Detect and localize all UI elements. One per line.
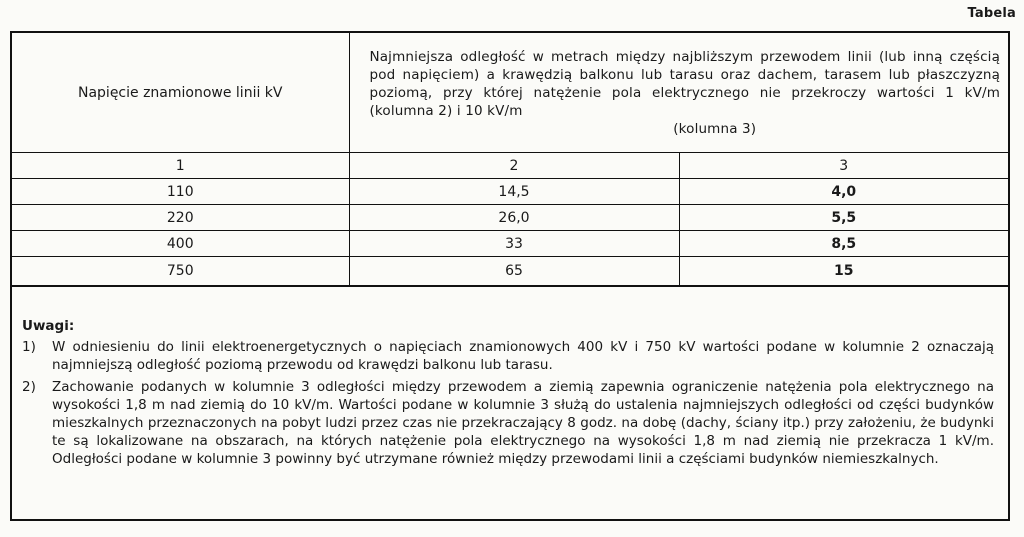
header-distance-text-end: (kolumna 3) — [673, 120, 757, 137]
voltage-cell: 750 — [12, 257, 349, 287]
note-number: 2) — [22, 379, 36, 395]
column-number-2: 2 — [349, 153, 679, 179]
column-number-3: 3 — [679, 153, 1008, 179]
notes-title: Uwagi: — [22, 318, 75, 334]
note-item — [22, 338, 994, 374]
header-voltage-text: Napięcie znamionowe linii kV — [77, 84, 283, 101]
header-voltage — [12, 33, 349, 153]
table-frame — [10, 31, 1010, 521]
note-item — [22, 378, 994, 468]
distance-10kv-cell: 15 — [679, 257, 1008, 287]
notes-section — [22, 317, 994, 472]
voltage-cell: 110 — [12, 179, 349, 205]
table-row — [12, 257, 1008, 287]
header-distance — [349, 33, 1008, 153]
voltage-cell: 400 — [12, 231, 349, 257]
note-text: Zachowanie podanych w kolumnie 3 odległości między przewodem a ziemią zapewnia ograniczenie natężenia pola elektrycznego na wysokości 1,8 m nad ziemią do 10 kV/m. Wartości podane w kolumnie 3 służą do ustalenia najmniejszych odległości od części budynków mieszkalnych przeznaczonych na pobyt ludzi przez czas nie przekraczający 8 godz. na dobę (dachy, ściany itp.) przy założeniu, że budynki te są lokalizowane na obszarach, na których natężenie pola elektrycznego na wysokości 1,8 m nad ziemią nie przekracza 1 kV/m. Odległości podane w kolumnie 3 powinny być utrzymane również między przewodami linii a częściami budynków niemieszkalnych. — [52, 379, 994, 467]
distance-1kv-cell: 26,0 — [349, 205, 679, 231]
header-distance-text: Najmniejsza odległość w metrach między najbliższym przewodem linii (lub inną częścią pod napięciem) a krawędzią balkonu lub tarasu oraz dachem, tarasem lub płaszczyzną poziomą, przy której natężenie pola elektrycznego nie przekroczy wartości 1 kV/m (kolumna 2) i 10 kV/m — [369, 48, 1000, 119]
distance-1kv-cell: 65 — [349, 257, 679, 287]
note-number: 1) — [22, 339, 36, 355]
voltage-cell: 220 — [12, 205, 349, 231]
distance-1kv-cell: 14,5 — [349, 179, 679, 205]
table-header-row — [12, 33, 1008, 153]
table-row — [12, 179, 1008, 205]
table-label: Tabela — [967, 6, 1016, 21]
distance-1kv-cell: 33 — [349, 231, 679, 257]
column-number-row — [12, 153, 1008, 179]
note-text: W odniesieniu do linii elektroenergetycznych o napięciach znamionowych 400 kV i 750 kV wartości podane w kolumnie 2 oznaczają najmniejszą odległość poziomą przewodu od krawędzi balkonu lub tarasu. — [52, 339, 994, 373]
distance-10kv-cell: 8,5 — [679, 231, 1008, 257]
column-number-1: 1 — [12, 153, 349, 179]
table-row — [12, 205, 1008, 231]
distance-10kv-cell: 5,5 — [679, 205, 1008, 231]
distance-table — [12, 33, 1008, 287]
distance-10kv-cell: 4,0 — [679, 179, 1008, 205]
table-row — [12, 231, 1008, 257]
